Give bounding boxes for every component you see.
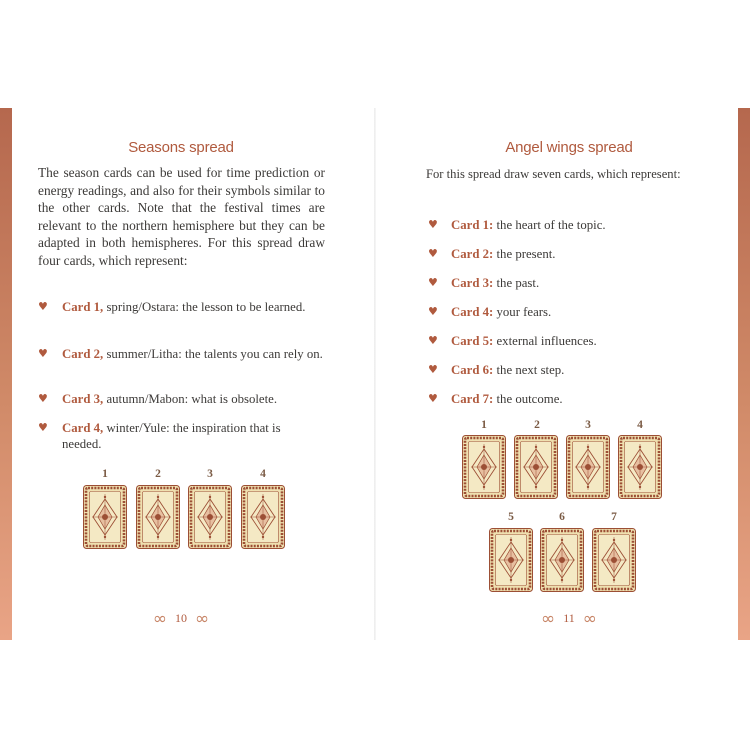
card-number: 2 <box>534 419 540 431</box>
list-item <box>428 391 563 407</box>
card-number: 1 <box>102 468 108 480</box>
card-label: Card 6: <box>451 363 494 377</box>
heart-icon: ♥ <box>428 276 438 289</box>
heart-icon: ♥ <box>428 305 438 318</box>
card-description: winter/Yule: the inspiration that is needed. <box>62 421 281 451</box>
card-description: spring/Ostara: the lesson to be learned. <box>106 300 306 314</box>
heart-icon: ♥ <box>38 300 48 313</box>
card-description: the past. <box>496 276 540 290</box>
intro-paragraph: The season cards can be used for time prediction or energy readings, and also for their symbols similar to the other cards. Note that the festival times are relevant to the northern hemisphere but they can be adapted in both hemispheres. For this spread draw four cards, which represent: <box>38 165 325 268</box>
card-number: 5 <box>508 511 514 523</box>
heart-icon: ♥ <box>428 363 438 376</box>
heart-icon: ♥ <box>428 392 438 405</box>
list-item <box>428 362 564 378</box>
card-label: Card 7: <box>451 392 494 406</box>
intro-paragraph: For this spread draw seven cards, which represent: <box>426 167 681 181</box>
card-label: Card 2: <box>451 247 494 261</box>
card-description: your fears. <box>496 305 552 319</box>
infinity-icon: ∞ <box>541 608 556 629</box>
card-label: Card 5: <box>451 334 494 348</box>
tarot-card-back <box>462 435 506 499</box>
page-number: 11 <box>563 611 575 625</box>
card-number: 4 <box>260 468 266 480</box>
list-item <box>428 304 551 320</box>
card-label: Card 1, <box>62 300 104 314</box>
card-number: 6 <box>559 511 565 523</box>
tarot-card-back <box>540 528 584 592</box>
card-label: Card 2, <box>62 347 104 361</box>
book-spread <box>0 108 750 640</box>
heart-icon: ♥ <box>428 218 438 231</box>
heart-icon: ♥ <box>38 421 48 434</box>
page-title: Seasons spread <box>128 139 234 156</box>
heart-icon: ♥ <box>428 247 438 260</box>
heart-icon: ♥ <box>38 347 48 360</box>
tarot-card-back <box>489 528 533 592</box>
card-description: the next step. <box>496 363 565 377</box>
infinity-icon: ∞ <box>152 608 167 629</box>
tarot-card-back <box>188 485 232 549</box>
list-item <box>38 299 323 315</box>
card-description: the present. <box>496 247 556 261</box>
tarot-card-back <box>618 435 662 499</box>
card-number: 4 <box>637 419 643 431</box>
tarot-card-back <box>592 528 636 592</box>
tarot-card-back <box>241 485 285 549</box>
list-item <box>428 217 606 233</box>
page-footer <box>152 608 210 629</box>
tarot-card-back <box>136 485 180 549</box>
card-number: 2 <box>155 468 161 480</box>
card-label: Card 3, <box>62 392 104 406</box>
page-number: 10 <box>175 611 187 625</box>
tarot-card-back <box>83 485 127 549</box>
list-item <box>428 333 597 349</box>
card-description: autumn/Mabon: what is obsolete. <box>106 392 278 406</box>
page-title: Angel wings spread <box>505 139 633 156</box>
list-item <box>38 346 323 362</box>
card-number: 3 <box>585 419 591 431</box>
card-number: 1 <box>481 419 487 431</box>
card-description: the heart of the topic. <box>496 218 606 232</box>
card-description: the outcome. <box>496 392 563 406</box>
tarot-card-back <box>514 435 558 499</box>
card-number: 7 <box>611 511 617 523</box>
heart-icon: ♥ <box>38 392 48 405</box>
card-label: Card 1: <box>451 218 494 232</box>
tarot-card-back <box>566 435 610 499</box>
list-item <box>38 420 323 452</box>
left-page-edge <box>0 108 12 640</box>
book-gutter <box>374 108 376 640</box>
right-page-edge <box>738 108 750 640</box>
card-label: Card 4, <box>62 421 104 435</box>
card-description: summer/Litha: the talents you can rely on. <box>106 347 323 361</box>
list-item <box>428 246 556 262</box>
list-item <box>428 275 539 291</box>
infinity-icon: ∞ <box>582 608 597 629</box>
card-label: Card 3: <box>451 276 494 290</box>
page-footer <box>541 608 597 629</box>
card-number: 3 <box>207 468 213 480</box>
infinity-icon: ∞ <box>195 608 210 629</box>
card-label: Card 4: <box>451 305 494 319</box>
list-item <box>38 391 323 407</box>
card-description: external influences. <box>496 334 597 348</box>
heart-icon: ♥ <box>428 334 438 347</box>
